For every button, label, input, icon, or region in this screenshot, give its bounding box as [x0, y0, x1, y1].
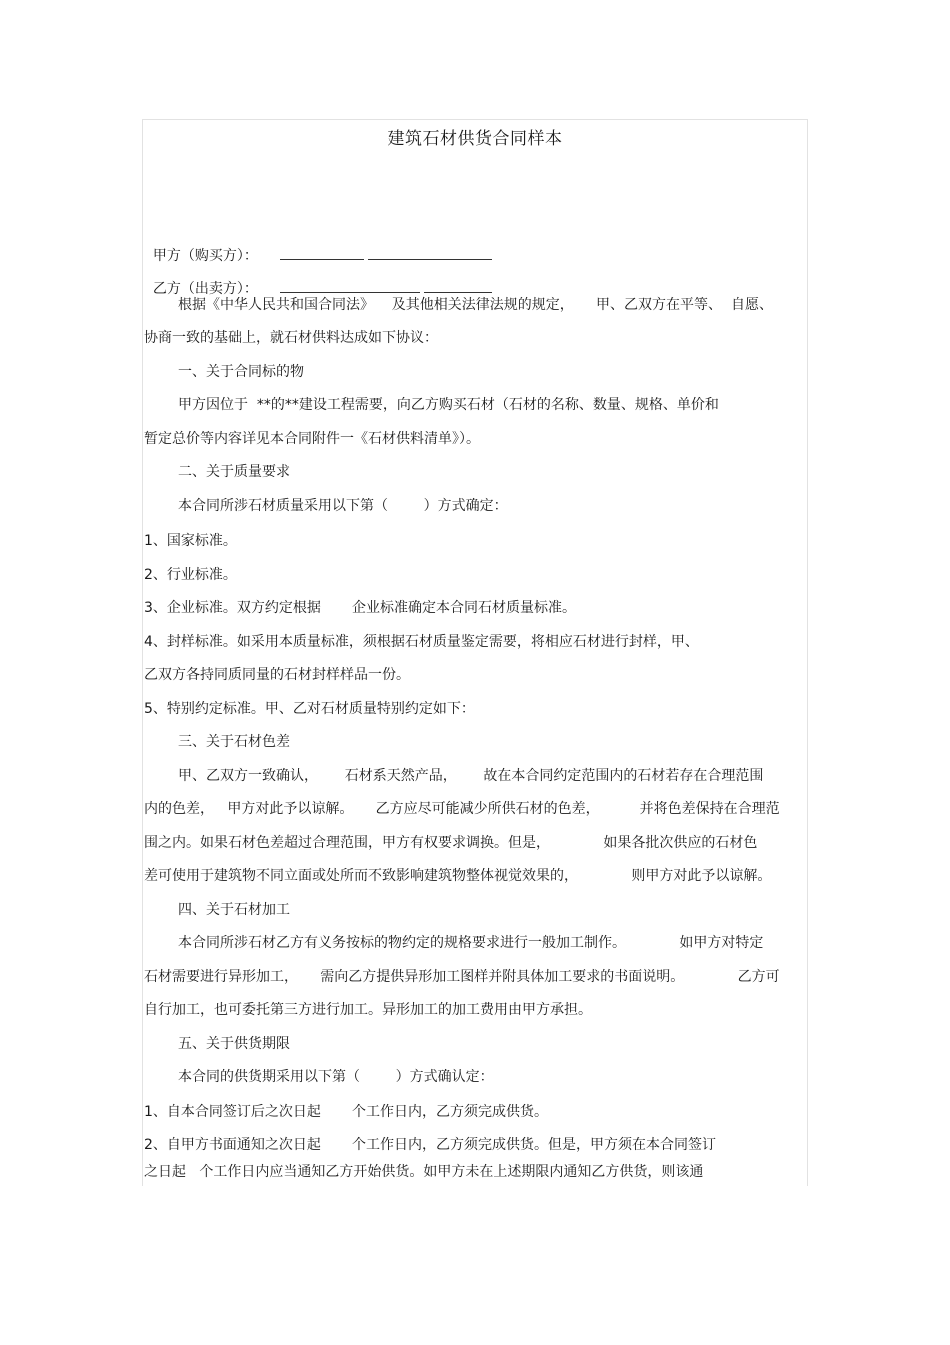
- list-item: 3、企业标准。双方约定根据 企业标准确定本合同石材质量标准。: [144, 600, 577, 616]
- paragraph-line: 石材需要进行异形加工， 需向乙方提供异形加工图样并附具体加工要求的书面说明。 乙方可: [144, 969, 780, 985]
- paragraph-line: 本合同所涉石材乙方有义务按标的物约定的规格要求进行一般加工制作。 如甲方对特定: [178, 935, 764, 951]
- document-title: 建筑石材供货合同样本: [387, 129, 563, 149]
- party-a-name-blank-2[interactable]: [368, 247, 492, 260]
- party-a-line: [144, 229, 492, 265]
- paragraph-line: 根据《中华人民共和国合同法》 及其他相关法律法规的规定， 甲、乙双方在平等、 自愿、: [178, 297, 773, 313]
- list-item: 4、封样标准。如采用本质量标准，须根据石材质量鉴定需要，将相应石材进行封样，甲、: [144, 634, 699, 650]
- party-b-name-blank-2[interactable]: [424, 280, 492, 293]
- section-heading-4: 四、关于石材加工: [178, 902, 290, 918]
- party-b-label: 乙方（出卖方）：: [152, 281, 258, 297]
- party-a-name-blank[interactable]: [280, 247, 364, 260]
- paragraph-line: 之日起 个工作日内应当通知乙方开始供货。如甲方未在上述期限内通知乙方供货，则该通: [144, 1164, 704, 1180]
- paragraph-line: 差可使用于建筑物不同立面或处所而不致影响建筑物整体视觉效果的， 则甲方对此予以谅解。: [144, 868, 772, 884]
- section-heading-3: 三、关于石材色差: [178, 734, 290, 750]
- section-heading-5: 五、关于供货期限: [178, 1036, 290, 1052]
- section-heading-1: 一、关于合同标的物: [178, 364, 304, 380]
- party-b-line: [144, 262, 492, 298]
- paragraph-line: 围之内。如果石材色差超过合理范围，甲方有权要求调换。但是， 如果各批次供应的石材色: [144, 835, 758, 851]
- paragraph-line: 内的色差， 甲方对此予以谅解。 乙方应尽可能减少所供石材的色差， 并将色差保持在合理范: [144, 801, 780, 817]
- list-item: 2、行业标准。: [144, 567, 237, 583]
- section-heading-2: 二、关于质量要求: [178, 464, 290, 480]
- list-item: 1、自本合同签订后之次日起 个工作日内，乙方须完成供货。: [144, 1104, 549, 1120]
- paragraph-line: 本合同所涉石材质量采用以下第（ ）方式确定：: [178, 498, 508, 514]
- paragraph-line: 甲、乙双方一致确认， 石材系天然产品， 故在本合同约定范围内的石材若存在合理范围: [178, 768, 764, 784]
- paragraph-line: 本合同的供货期采用以下第（ ）方式确认定：: [178, 1069, 494, 1085]
- party-b-name-blank[interactable]: [280, 280, 420, 293]
- party-a-label: 甲方（购买方）：: [152, 248, 258, 264]
- list-item: 1、国家标准。: [144, 533, 237, 549]
- list-item: 5、特别约定标准。甲、乙对石材质量特别约定如下：: [144, 701, 475, 717]
- paragraph-line: 乙双方各持同质同量的石材封样样品一份。: [144, 667, 410, 683]
- paragraph-line: 暂定总价等内容详见本合同附件一《石材供料清单》）。: [144, 431, 480, 447]
- list-item: 2、自甲方书面通知之次日起 个工作日内，乙方须完成供货。但是，甲方须在本合同签订: [144, 1137, 717, 1153]
- paragraph-line: 甲方因位于 **的**建设工程需要，向乙方购买石材（石材的名称、数量、规格、单价和: [178, 397, 719, 413]
- paragraph-line: 协商一致的基础上，就石材供料达成如下协议：: [144, 330, 438, 346]
- paragraph-line: 自行加工，也可委托第三方进行加工。异形加工的加工费用由甲方承担。: [144, 1002, 592, 1018]
